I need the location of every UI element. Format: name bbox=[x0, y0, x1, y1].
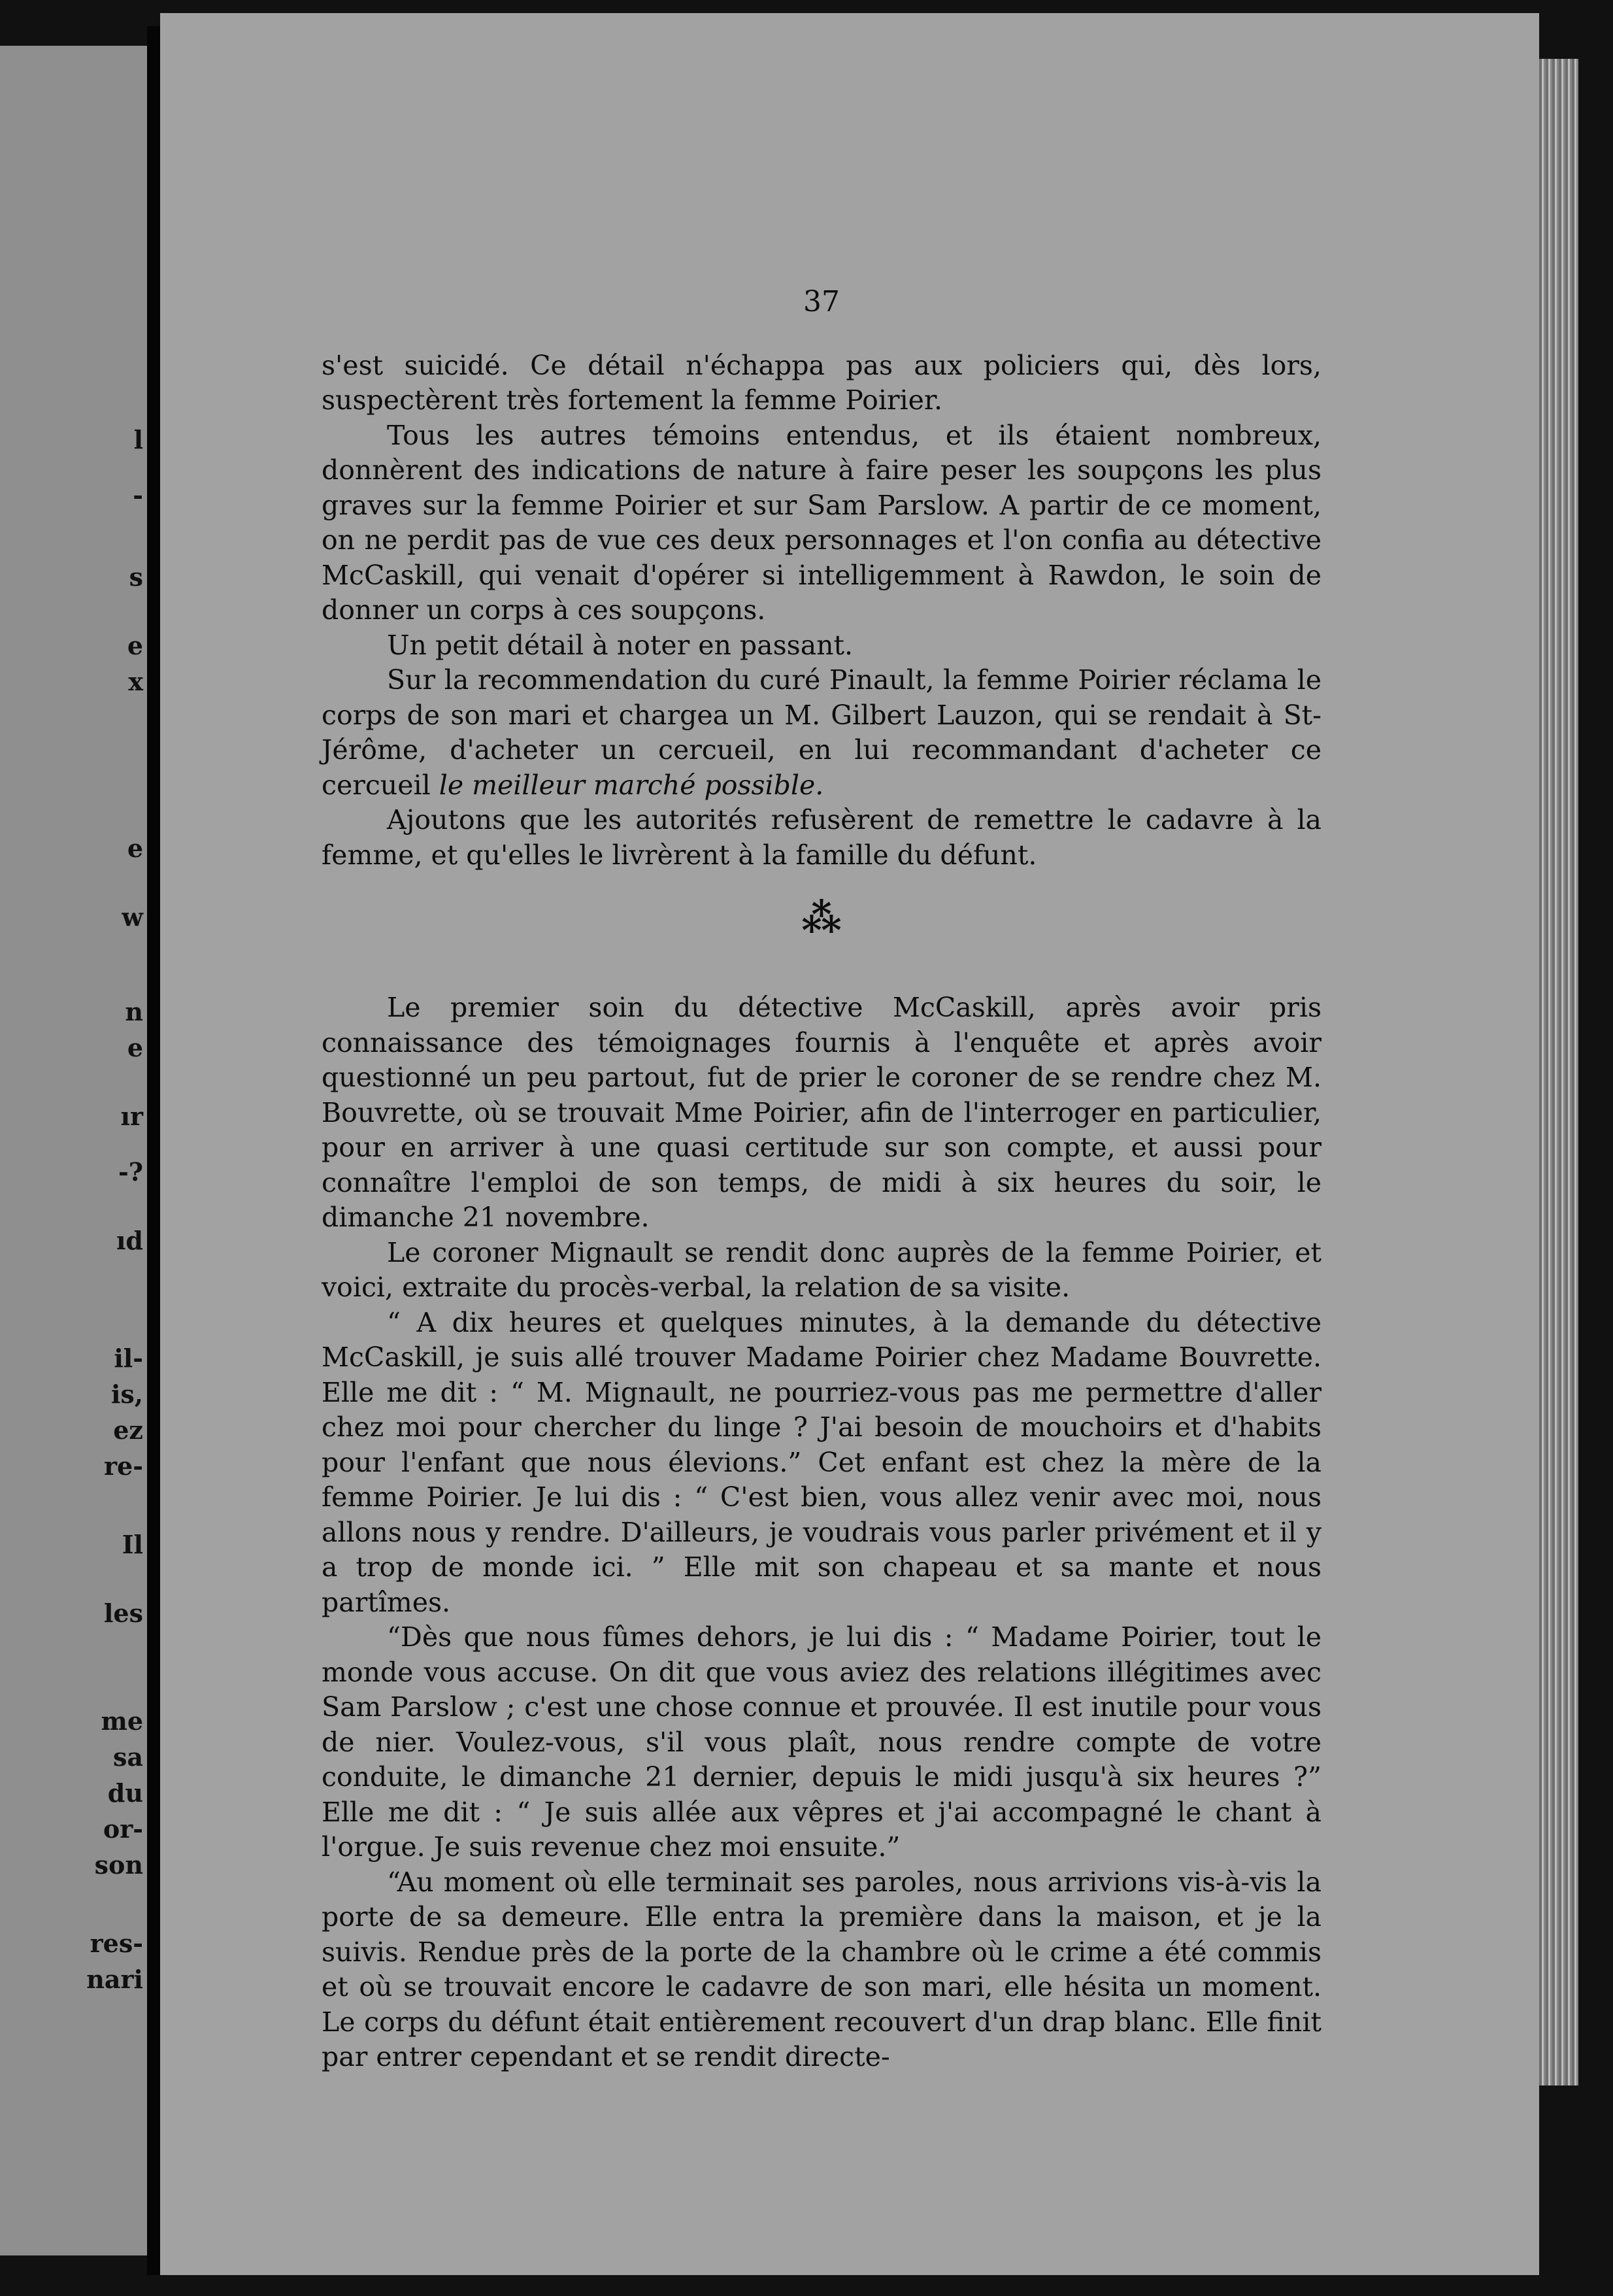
left-fragment: n bbox=[125, 997, 143, 1026]
left-fragment: sa bbox=[112, 1742, 143, 1772]
left-fragment: x bbox=[128, 667, 143, 696]
paragraph: “Dès que nous fûmes dehors, je lui dis : “ Madame Poirier, tout le monde vous accuse. On dit que vous aviez des relations illégitimes avec Sam Parslow ; c'est une chose connue et prouvée. Il est inutile pour vous de nier. Voulez-vous, s'il vous plaît, nous rendre compte de votre conduite, le dimanche 21 dernier, depuis le midi jusqu'à six heures ?” Elle me dit : “ Je suis allée aux vêpres et j'ai accompagné le chant à l'orgue. Je suis revenue chez moi ensuite.” bbox=[322, 1621, 1322, 1863]
paragraph: s'est suicidé. Ce détail n'échappa pas aux policiers qui, dès lors, suspectèrent très fortement la femme Poirier. bbox=[322, 349, 1322, 416]
paragraph: Un petit détail à noter en passant. bbox=[387, 629, 854, 661]
paragraph: Ajoutons que les autorités refusèrent de remettre le cadavre à la femme, et qu'elles le livrèrent à la famille du défunt. bbox=[322, 804, 1322, 871]
left-fragment: re- bbox=[104, 1451, 143, 1481]
left-page-edge bbox=[0, 46, 147, 2255]
paragraph: “ A dix heures et quelques minutes, à la demande du détective McCaskill, je suis allé trouver Madame Poirier chez Madame Bouvrette. Elle me dit : “ M. Mignault, ne pourriez-vous pas me permettre d'aller chez moi pour chercher du linge ? J'ai besoin de mouchoirs et d'habits pour l'enfant que nous élevions.” Cet enfant est chez la mère de la femme Poirier. Je lui dis : “ C'est bien, vous allez venir avec moi, nous allons nous y rendre. D'ailleurs, je voudrais vous parler privément et il y a trop de monde ici. ” Elle mit son chapeau et sa mante et nous partîmes. bbox=[322, 1306, 1322, 1618]
page-text bbox=[322, 284, 1322, 2075]
left-fragment: nari bbox=[86, 1965, 143, 1994]
left-fragment: w bbox=[122, 902, 143, 932]
left-fragment: - bbox=[133, 481, 143, 510]
page-number: 37 bbox=[803, 285, 840, 318]
left-fragment: son bbox=[94, 1850, 143, 1880]
left-fragment: e bbox=[127, 834, 143, 863]
left-fragment: Il bbox=[122, 1530, 143, 1559]
left-fragment: or- bbox=[103, 1814, 143, 1844]
left-fragment: e bbox=[127, 631, 143, 660]
left-fragment: ır bbox=[120, 1102, 143, 1131]
paragraph: “Au moment où elle terminait ses paroles, nous arrivions vis-à-vis la porte de sa demeure. Elle entra la première dans la maison, et je la suivis. Rendue près de la porte de la chambre où le crime a été commis et où se trouvait encore le cadavre de son mari, elle hésita un moment. Le corps du défunt était entièrement recouvert d'un drap blanc. Elle finit par entrer cependant et se rendit directe- bbox=[322, 1866, 1322, 2072]
paragraph: Le coroner Mignault se rendit donc auprès de la femme Poirier, et voici, extraite du procès-verbal, la relation de sa visite. bbox=[322, 1236, 1322, 1303]
paragraph: Tous les autres témoins entendus, et ils étaient nombreux, donnèrent des indications de nature à faire peser les soupçons les plus graves sur la femme Poirier et sur Sam Parslow. A partir de ce moment, on ne perdit pas de vue ces deux personnages et l'on confia au détective McCaskill, qui venait d'opérer si intelligemment à Rawdon, le soin de donner un corps à ces soupçons. bbox=[322, 419, 1322, 626]
left-fragment: e bbox=[127, 1033, 143, 1062]
left-page-text-fragments bbox=[0, 46, 147, 2255]
book-gutter bbox=[147, 26, 160, 2275]
left-fragment: les bbox=[103, 1598, 143, 1628]
left-fragment: s bbox=[129, 562, 143, 592]
left-fragment: is, bbox=[110, 1379, 143, 1409]
italic-phrase: le meilleur marché possible. bbox=[439, 769, 824, 801]
left-fragment: ıd bbox=[116, 1226, 143, 1255]
section-separator: ⁂ bbox=[801, 896, 842, 941]
left-fragment: -? bbox=[118, 1157, 143, 1187]
left-fragment: du bbox=[107, 1778, 143, 1808]
paragraph-text: Sur la recommendation du curé Pinault, la femme Poirier réclama le corps de son mari et chargea un M. Gilbert Lauzon, qui se rendait à St-Jérôme, d'acheter un cercueil, en lui recommandant d'acheter ce cercueil bbox=[322, 664, 1322, 801]
left-fragment: res- bbox=[90, 1929, 143, 1958]
left-fragment: ez bbox=[113, 1415, 143, 1445]
left-fragment: l bbox=[133, 425, 143, 454]
left-fragment: il- bbox=[114, 1343, 143, 1373]
page-edges bbox=[1539, 59, 1578, 2085]
left-fragment: me bbox=[101, 1706, 143, 1736]
paragraph bbox=[322, 663, 1322, 803]
paragraph: Le premier soin du détective McCaskill, après avoir pris connaissance des témoignages fournis à l'enquête et après avoir questionné un peu partout, fut de prier le coroner de se rendre chez M. Bouvrette, où se trouvait Mme Poirier, afin de l'interroger en particulier, pour en arriver à une quasi certitude sur son compte, et aussi pour connaître l'emploi de son temps, de midi à six heures du soir, le dimanche 21 novembre. bbox=[322, 992, 1322, 1233]
